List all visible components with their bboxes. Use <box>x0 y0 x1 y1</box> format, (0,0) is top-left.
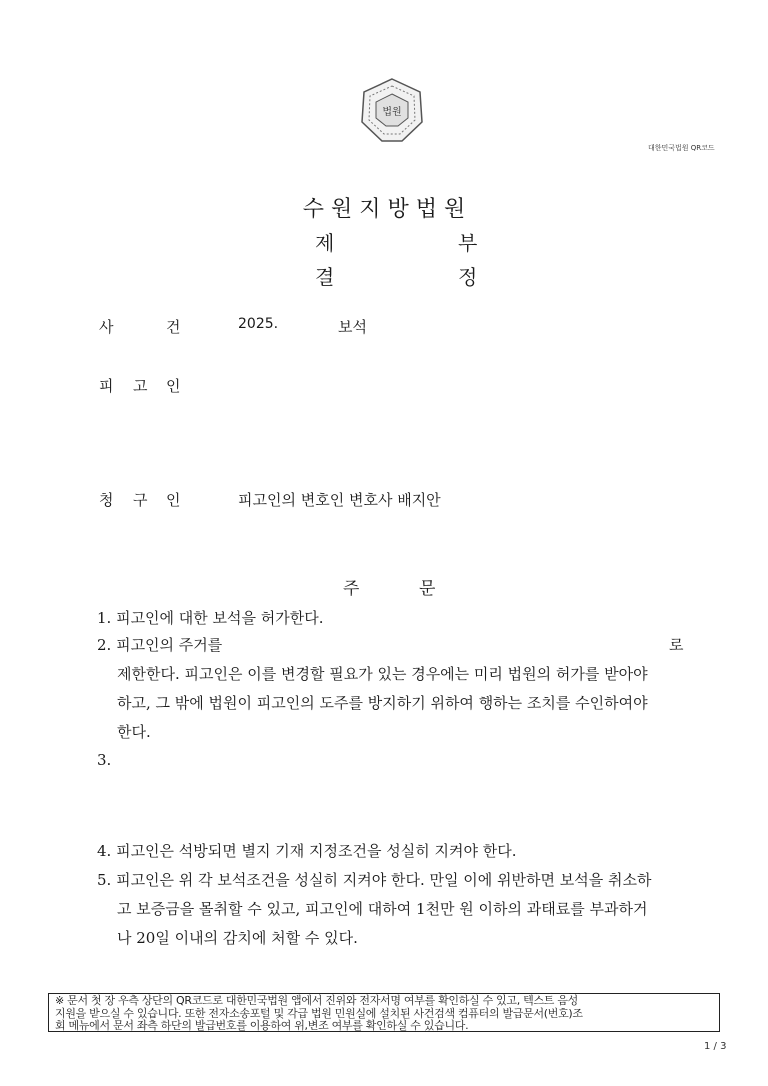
verification-notice <box>48 993 720 1032</box>
order-item-5-line-3: 나 20일 이내의 감치에 처할 수 있다. <box>117 929 358 947</box>
division-right: 부 <box>458 231 478 255</box>
claimant-value: 피고인의 변호인 변호사 배지안 <box>238 491 441 509</box>
case-label-2: 건 <box>166 318 181 336</box>
order-item-3: 3. <box>97 751 112 769</box>
notice-line-1: ※ 문서 첫 장 우측 상단의 QR코드로 대한민국법원 앱에서 진위와 전자서명 여부를 확인하실 수 있고, 텍스트 음성 <box>55 994 578 1007</box>
notice-line-2: 지원을 받으실 수 있습니다. 또한 전자소송포털 및 각급 법원 민원실에 설치된 사건검색 컴퓨터의 발급문서(번호)조 <box>55 1006 583 1020</box>
defendant-label-2: 고 <box>133 377 148 395</box>
defendant-label-1: 피 <box>99 377 114 395</box>
court-seal <box>358 76 426 144</box>
case-number: 2025. <box>238 316 279 332</box>
case-type: 보석 <box>338 318 367 336</box>
notice-line-3: 회 메뉴에서 문서 좌측 하단의 발급번호를 이용하여 위,변조 여부를 확인하실 수 있습니다. <box>55 1019 469 1032</box>
defendant-label-3: 인 <box>166 377 181 395</box>
page-number: 1 / 3 <box>704 1041 727 1052</box>
order-item-5-line-2: 고 보증금을 몰취할 수 있고, 피고인에 대하여 1천만 원 이하의 과태료를 부과하거 <box>117 900 648 918</box>
order-item-2-line-4: 한다. <box>117 723 151 741</box>
claimant-label-1: 청 <box>99 491 114 509</box>
document-type-right: 정 <box>458 265 478 289</box>
order-item-1: 1. 피고인에 대한 보석을 허가한다. <box>97 609 324 627</box>
order-item-2-line-2: 제한한다. 피고인은 이를 변경할 필요가 있는 경우에는 미리 법원의 허가를 받아야 <box>117 665 648 683</box>
order-item-4: 4. 피고인은 석방되면 별지 기재 지정조건을 성실히 지켜야 한다. <box>97 842 517 860</box>
division-left: 제 <box>315 231 335 255</box>
document-type-left: 결 <box>315 265 335 289</box>
order-item-2-end: 로 <box>669 636 684 654</box>
svg-text:법원: 법원 <box>382 107 402 118</box>
claimant-label-2: 구 <box>133 491 148 509</box>
claimant-label-3: 인 <box>166 491 181 509</box>
order-title-left: 주 <box>343 579 360 599</box>
court-name: 수 원 지 방 법 원 <box>302 197 466 222</box>
order-item-5: 5. 피고인은 위 각 보석조건을 성실히 지켜야 한다. 만일 이에 위반하면 보석을 취소하 <box>97 871 652 889</box>
case-label-1: 사 <box>99 318 114 336</box>
qr-code-label: 대한민국법원 QR코드 <box>648 144 715 152</box>
order-item-2: 2. 피고인의 주거를 <box>97 636 223 654</box>
order-title-right: 문 <box>419 579 436 599</box>
order-item-2-line-3: 하고, 그 밖에 법원이 피고인의 도주를 방지하기 위하여 행하는 조치를 수인하여야 <box>117 694 648 712</box>
